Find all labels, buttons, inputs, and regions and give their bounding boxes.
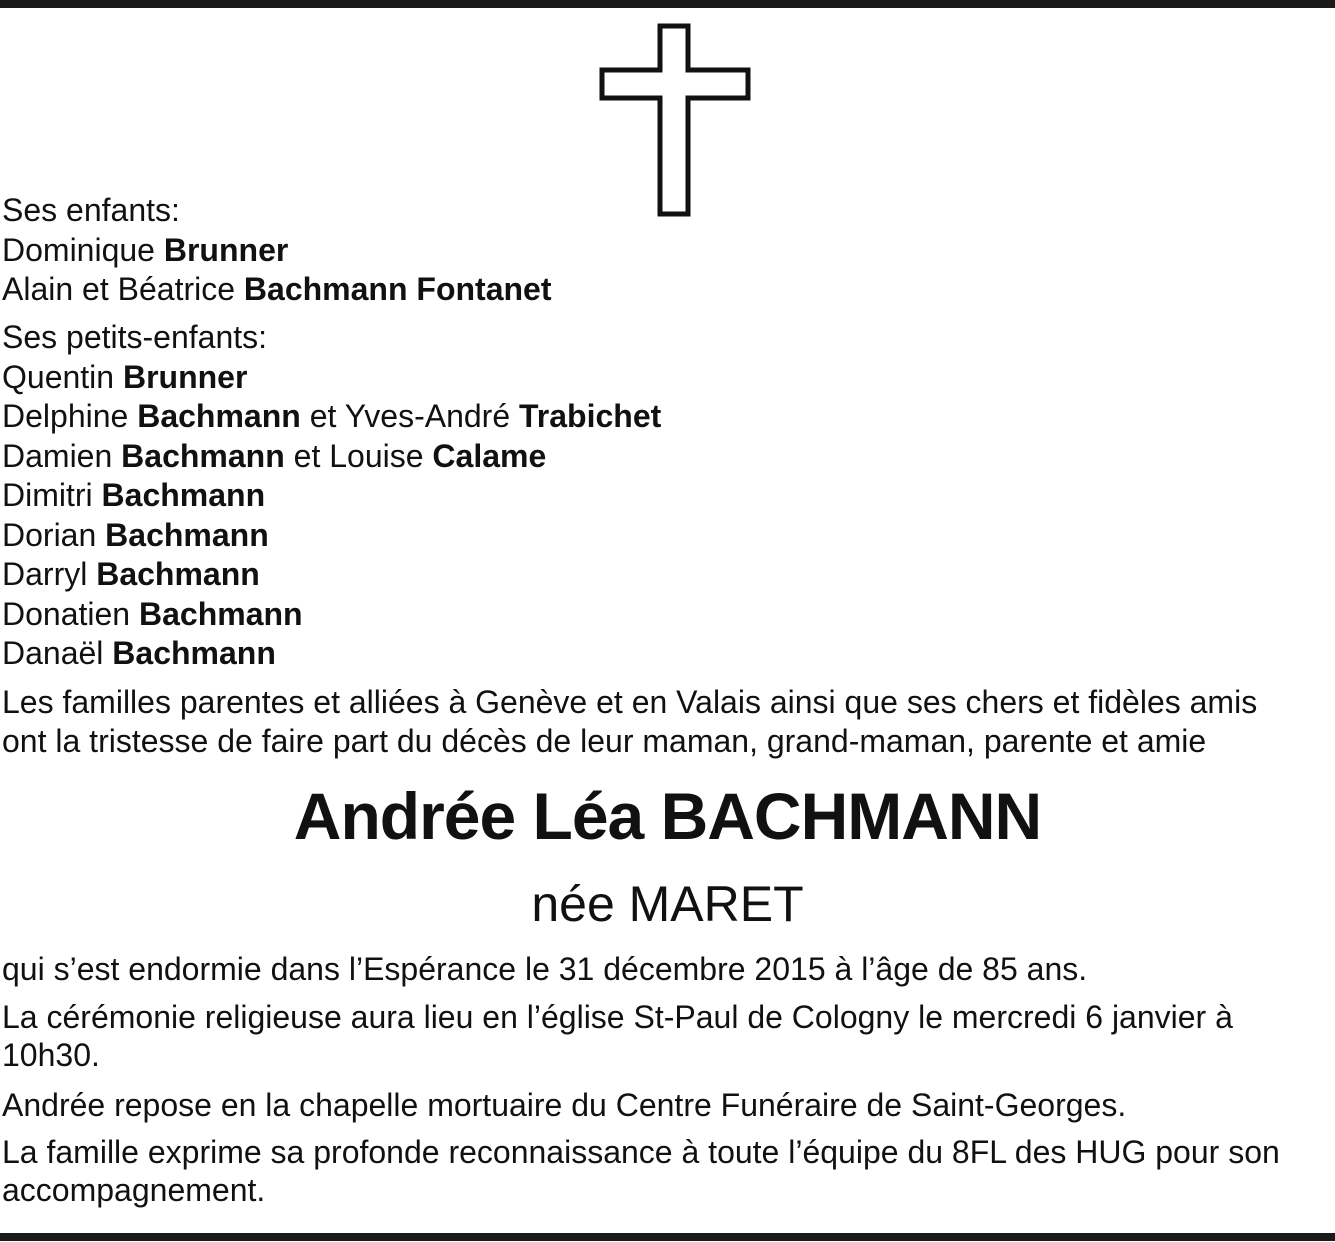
bottom-border-rule [0,1233,1335,1241]
grandchildren-heading: Ses petits-enfants: [2,319,268,355]
grandchild-entry: Darryl Bachmann [2,556,260,592]
announcement-text [2,683,1333,761]
grandchild-entry: Donatien Bachmann [2,595,303,632]
children-heading: Ses enfants: [2,192,180,228]
grandchild-entry: Dorian Bachmann [2,516,269,553]
grandchild-entry: Dimitri Bachmann [2,477,266,513]
top-border-rule [0,0,1335,8]
thanks-text: La famille exprime sa profonde reconnaissance à toute l’équipe du 8FL des HUG pour son accompagnement. [2,1134,1280,1208]
latin-cross-icon [598,22,752,218]
grandchild-entry: Delphine Bachmann et Yves-André Trabichet [2,398,662,434]
grandchildren-section [2,318,1333,674]
announcement-line: Les familles parentes et alliées à Genève et en Valais ainsi que ses chers et fidèles amis [2,684,1258,720]
grandchild-entry: Damien Bachmann et Louise Calame [2,437,547,474]
chapel-text: Andrée repose en la chapelle mortuaire du Centre Funéraire de Saint-Georges. [2,1087,1127,1123]
announcement-line: ont la tristesse de faire part du décès de leur maman, grand-maman, parente et amie [2,723,1207,759]
child-entry: Alain et Béatrice Bachmann Fontanet [2,271,552,307]
passing-date-text: qui s’est endormie dans l’Espérance le 31 décembre 2015 à l’âge de 85 ans. [2,951,1088,987]
ceremony-text: La cérémonie religieuse aura lieu en l’église St-Paul de Cologny le mercredi 6 janvier à 10h30. [2,999,1233,1073]
grandchild-entry: Danaël Bachmann [2,635,276,671]
deceased-name: Andrée Léa BACHMANN [293,779,1042,853]
children-section [2,191,1333,310]
grandchild-entry: Quentin Brunner [2,358,248,395]
child-entry: Dominique Brunner [2,231,289,268]
maiden-name: née MARET [531,876,804,932]
